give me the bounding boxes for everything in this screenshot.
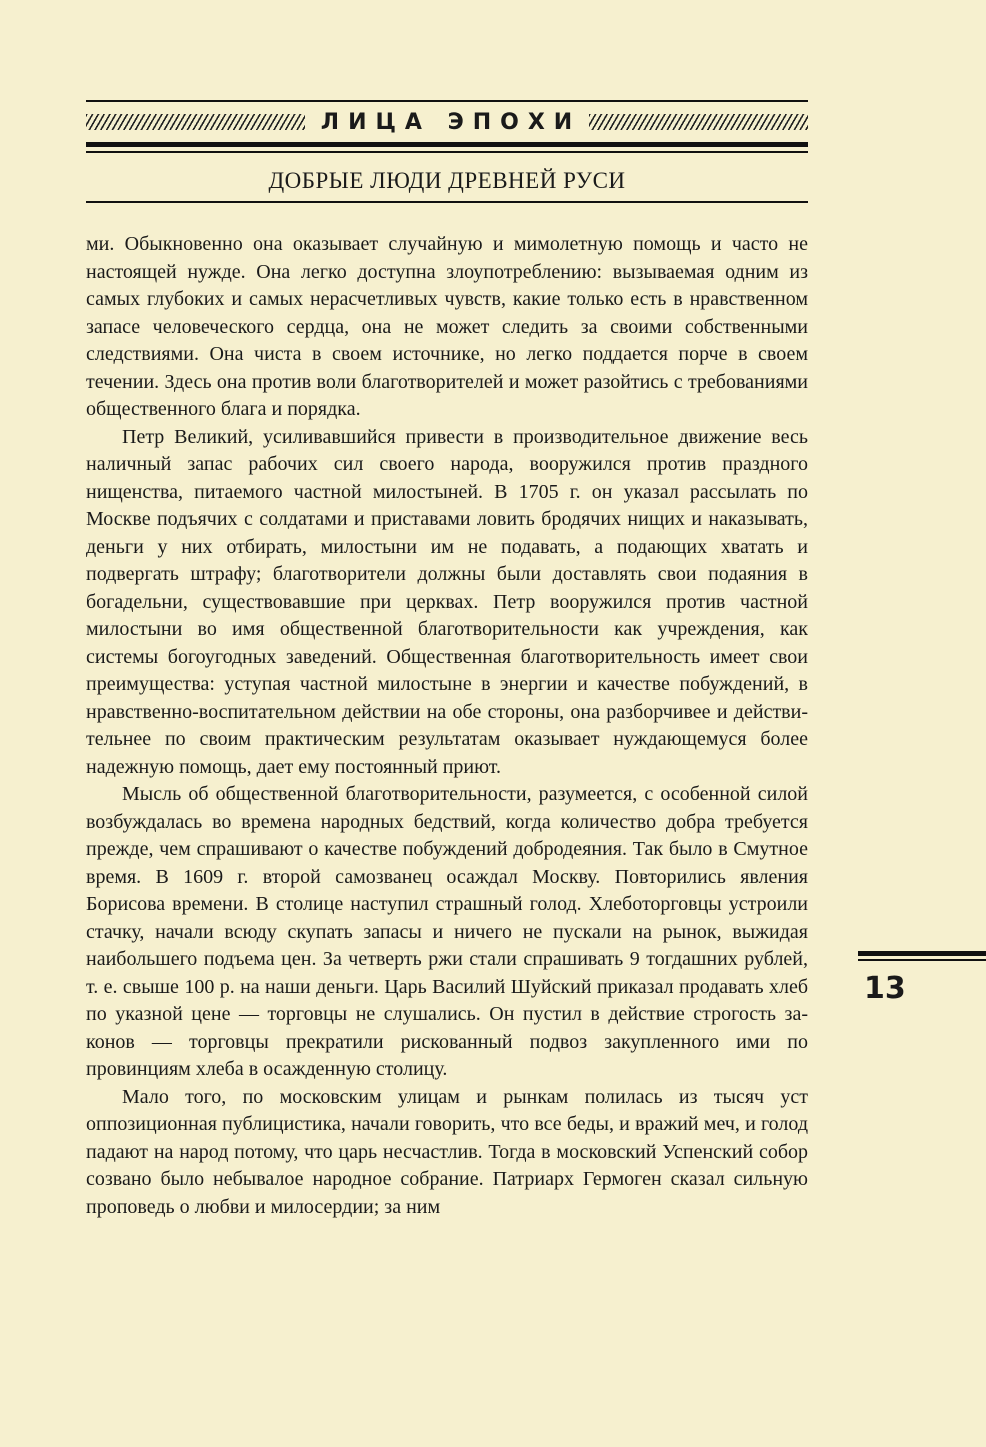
paragraph: Мало того, по московским улицам и рынкам полилась из тысяч уст оппозиционная публицистика, начали говорить, что все беды, и вражий меч, и голод падают на народ потому, что царь несчастлив. Тогда в московский Успенский собор созвано было небывалое народное собрание. Патриарх Гермоген сказал сильную проповедь о любви и милосердии; за ним — [86, 1085, 808, 1218]
running-header — [86, 100, 808, 203]
page-marker-thin-rule — [858, 959, 986, 961]
page-number-marker — [858, 951, 986, 1006]
body-text — [86, 231, 808, 1221]
chapter-title: ДОБРЫЕ ЛЮДИ ДРЕВНЕЙ РУСИ — [268, 168, 626, 193]
header-thick-rule — [86, 142, 808, 147]
paragraph: Петр Великий, усиливавшийся привести в производительное движение весь наличный запас рабочих сил своего народа, вооружился против праздного нищенства, питаемого частной милостыней. В 1705 г. он указал рассылать по Москве подъячих с солдатами и приставами ловить бродячих нищих и наказывать, деньги у них отбирать, милостыни им не подавать, а подающих хватать и подвергать штрафу; благотворители должны были доставлять свои подаяния в богадельни, существовавшие при церквах. Петр вооружился против частной милостыни во имя общественной благотворительности как учреждения, как системы богоугодных заведений. Общественная благотворительность имеет свои преимущества: уступая частной милостыне в энергии и качестве побуждений, в нравственно-воспитательном действии на обе стороны, она разборчивее и действительнее по своим практическим результатам оказывает нуждающемуся более надежную помощь, дает ему постоянный приют. — [86, 425, 808, 778]
paragraph: ми. Обыкновенно она оказывает случайную и мимолетную помощь и часто не настоящей нужде. Она легко доступна злоупотреблению: вызываемая одним из самых глубоких и самых нерасчетливых чувств, какие только есть в нравственном запасе человеческого сердца, она не может следить за своими собственными следствиями. Она чиста в своем источнике, но легко поддается порче в своем течении. Здесь она против воли благотворителей и может разойтись с требованиями общественного блага и порядка. — [86, 233, 808, 420]
page-marker-thick-rule — [858, 951, 986, 956]
section-title-row — [86, 102, 808, 142]
page-number: 13 — [864, 971, 906, 1006]
hatch-ornament-right — [589, 114, 808, 130]
paragraph: Мысль об общественной благотворительности, разумеется, с особенной силой возбуждалась во времена народных бедствий, когда количество добра требуется прежде, чем спрашивают о качестве побуждений добродеяния. Так было в Смутное время. В 1609 г. второй самозванец осаждал Москву. Повторились явления Борисова времени. В столице наступил страшный голод. Хлеботорговцы устроили стачку, начали всюду скупать запасы и ничего не пускали на рынок, выжидая наибольшего подъема цен. За четверть ржи стали спрашивать 9 тогдашних рублей, т. е. свыше 100 р. на наши деньги. Царь Василий Шуйский приказал продавать хлеб по указной цене — торговцы не слушались. Он пустил в действие строгость законов — торговцы прекратили рискованный подвоз закупленного ими по провинциям хлеба в осажденную столицу. — [86, 783, 808, 1080]
section-title: ЛИЦА ЭПОХИ — [320, 109, 582, 135]
header-bottom-rule — [86, 201, 808, 203]
hatch-ornament-left — [86, 114, 305, 130]
